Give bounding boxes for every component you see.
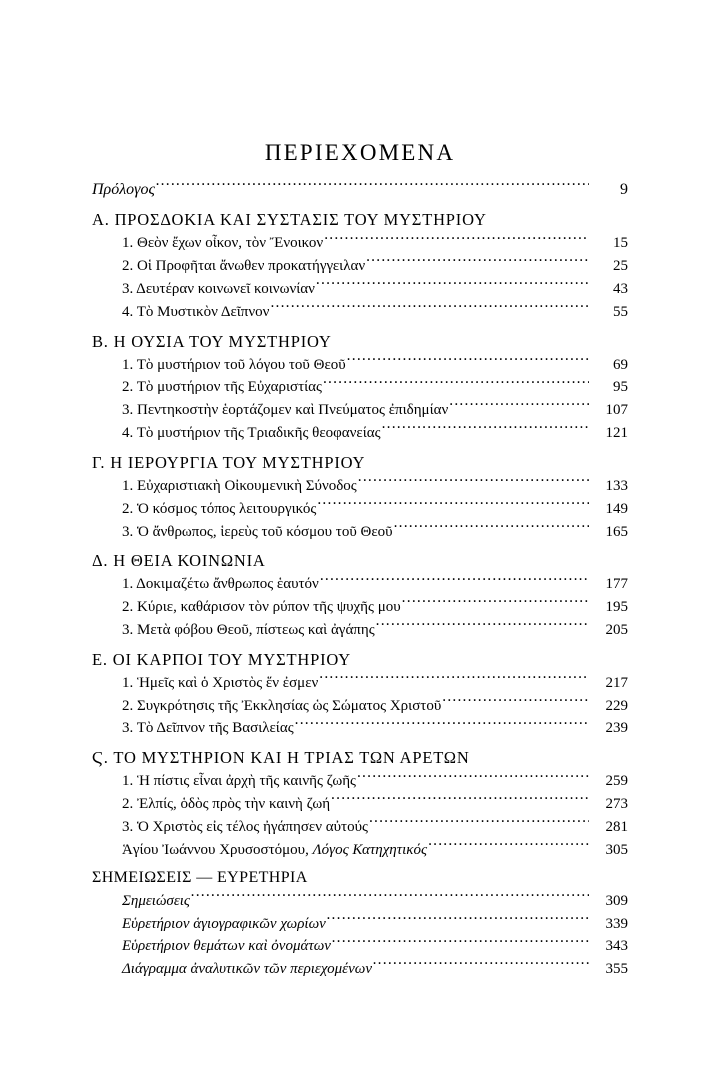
toc-page-number: 9 xyxy=(620,181,628,198)
toc-entry-label: 2. Κύριε, καθάρισον τὸν ρύπον τῆς ψυχῆς μου xyxy=(122,599,401,616)
toc-leader-dots xyxy=(323,376,589,391)
toc-page-number: 259 xyxy=(605,773,628,790)
toc-entry-label: 1. Δοκιμαζέτω ἄνθρωπος ἑαυτόν xyxy=(122,576,319,593)
toc-entry-label: Πρόλογος xyxy=(92,181,155,198)
toc-entry-label: 1. Τὸ μυστήριον τοῦ λόγου τοῦ Θεοῦ xyxy=(122,356,346,373)
toc-leader-dots xyxy=(369,816,589,831)
toc-entry-label: Ε. ΟΙ ΚΑΡΠΟΙ ΤΟΥ ΜΥΣΤΗΡΙΟΥ xyxy=(92,649,351,669)
toc-page-number: 309 xyxy=(605,892,628,909)
toc-page-number: 355 xyxy=(605,961,628,978)
toc-leader-dots xyxy=(352,648,589,665)
toc-entry[interactable] xyxy=(92,422,628,445)
toc-leader-dots xyxy=(267,550,589,567)
toc-leader-dots xyxy=(316,278,589,293)
toc-page-number: 165 xyxy=(605,523,628,540)
toc-page-number: 107 xyxy=(605,402,628,419)
toc-entry[interactable] xyxy=(92,301,628,324)
toc-entry-label: Ϛ. ΤΟ ΜΥΣΤΗΡΙΟΝ ΚΑΙ Η ΤΡΙΑΣ ΤΩΝ ΑΡΕΤΩΝ xyxy=(92,748,470,768)
toc-entry-label: Εὑρετήριον ἁγιογραφικῶν χωρίων xyxy=(122,915,326,932)
toc-entry[interactable] xyxy=(92,573,628,596)
toc-entry-label: Α. ΠΡΟΣΔΟΚΙΑ ΚΑΙ ΣΥΣΤΑΣΙΣ ΤΟΥ ΜΥΣΤΗΡΙΟΥ xyxy=(92,210,487,230)
toc-leader-dots xyxy=(309,866,589,882)
toc-leader-dots xyxy=(317,498,589,513)
toc-entry-label: 3. Μετὰ φόβου Θεοῦ, πίστεως καὶ ἀγάπης xyxy=(122,621,375,638)
toc-entry[interactable] xyxy=(92,475,628,498)
toc-page-number: 55 xyxy=(613,303,628,320)
toc-leader-dots xyxy=(366,255,589,270)
toc-page-number: 133 xyxy=(605,477,628,494)
toc-leader-dots xyxy=(471,747,589,764)
toc-page-number: 195 xyxy=(605,599,628,616)
toc-leader-dots xyxy=(442,695,589,710)
toc-entry[interactable] xyxy=(92,770,628,793)
toc-leader-dots xyxy=(394,521,589,536)
toc-entry-label: 3. Ὁ Χριστὸς εἰς τέλος ἠγάπησεν αὐτούς xyxy=(122,818,368,835)
toc-entry-label: 2. Ὁ κόσμος τόπος λειτουργικός xyxy=(122,500,317,517)
toc-leader-dots xyxy=(488,209,589,226)
toc-entry-label: Δ. Η ΘΕΙΑ ΚΟΙΝΩΝΙΑ xyxy=(92,551,266,571)
toc-entry[interactable] xyxy=(92,935,628,958)
toc-leader-dots xyxy=(373,958,589,973)
toc-entry[interactable] xyxy=(92,695,628,718)
toc-entry[interactable] xyxy=(92,178,628,202)
toc-entry-label: 1. Θεὸν ἔχων οἶκον, τὸν Ἔνοικον xyxy=(122,235,324,252)
toc-entry[interactable] xyxy=(92,354,628,377)
toc-entry-label: Β. Η ΟΥΣΙΑ ΤΟΥ ΜΥΣΤΗΡΙΟΥ xyxy=(92,331,332,351)
toc-page-number: 217 xyxy=(605,674,628,691)
toc-page-number: 15 xyxy=(613,235,628,252)
toc-page-number: 281 xyxy=(605,818,628,835)
toc-entry[interactable] xyxy=(92,498,628,521)
toc-leader-dots xyxy=(332,935,589,950)
toc-leader-dots xyxy=(295,717,589,732)
toc-entry[interactable] xyxy=(92,255,628,278)
toc-entry-label: 3. Τὸ Δεῖπνον τῆς Βασιλείας xyxy=(122,720,294,737)
toc-entry[interactable] xyxy=(92,207,628,232)
toc-entry[interactable] xyxy=(92,717,628,740)
toc-page-number: 69 xyxy=(613,356,628,373)
toc-page-number: 273 xyxy=(605,796,628,813)
toc-entry[interactable] xyxy=(92,548,628,573)
toc-entry-label: 1. Ἡ πίστις εἶναι ἀρχὴ τῆς καινῆς ζωῆς xyxy=(122,773,356,790)
toc-entry-label: 2. Τὸ μυστήριον τῆς Εὐχαριστίας xyxy=(122,379,322,396)
toc-leader-dots xyxy=(324,232,589,247)
toc-leader-dots xyxy=(333,330,589,347)
toc-leader-dots xyxy=(327,913,589,928)
toc-leader-dots xyxy=(366,451,589,468)
toc-entry-label: 4. Τὸ Μυστικὸν Δεῖπνον xyxy=(122,303,270,320)
toc-entry-label: Ἁγίου Ἰωάννου Χρυσοστόμου, Λόγος Κατηχητικός xyxy=(122,841,428,858)
toc-entry-label: 1. Ἡμεῖς καὶ ὁ Χριστὸς ἕν ἐσμεν xyxy=(122,674,319,691)
toc-entry[interactable] xyxy=(92,890,628,913)
toc-entry-label: Γ. Η ΙΕΡΟΥΡΓΙΑ ΤΟΥ ΜΥΣΤΗΡΙΟΥ xyxy=(92,452,366,472)
toc-entry[interactable] xyxy=(92,399,628,422)
toc-leader-dots xyxy=(320,573,589,588)
toc-page-number: 229 xyxy=(605,697,628,714)
table-of-contents-list xyxy=(92,178,628,981)
toc-page-number: 343 xyxy=(605,938,628,955)
toc-entry-label: 3. Δευτέραν κοινωνεῖ κοινωνίαν xyxy=(122,280,315,297)
toc-leader-dots xyxy=(449,399,589,414)
toc-entry[interactable] xyxy=(92,745,628,770)
toc-leader-dots xyxy=(331,793,589,808)
toc-page-number: 25 xyxy=(613,258,628,275)
toc-entry-label: 2. Συγκρότησις τῆς Ἐκκλησίας ὡς Σώματος Χριστοῦ xyxy=(122,697,442,714)
toc-page-number: 305 xyxy=(605,841,628,858)
toc-entry-label: 3. Ὁ ἄνθρωπος, ἱερεὺς τοῦ κόσμου τοῦ Θεοῦ xyxy=(122,523,393,540)
toc-leader-dots xyxy=(347,354,589,369)
toc-entry-label: 3. Πεντηκοστὴν ἑορτάζομεν καὶ Πνεύματος ἐπιδημίαν xyxy=(122,402,449,419)
toc-leader-dots xyxy=(402,596,589,611)
toc-page-number: 205 xyxy=(605,621,628,638)
toc-entry-label: 1. Εὐχαριστιακὴ Οἰκουμενικὴ Σύνοδος xyxy=(122,477,357,494)
toc-leader-dots xyxy=(357,770,589,785)
toc-entry-label: Διάγραμμα ἀναλυτικῶν τῶν περιεχομένων xyxy=(122,961,372,978)
toc-leader-dots xyxy=(319,672,589,687)
toc-entry[interactable] xyxy=(92,647,628,672)
toc-page-number: 177 xyxy=(605,576,628,593)
toc-entry[interactable] xyxy=(92,232,628,255)
toc-entry[interactable] xyxy=(92,866,628,890)
toc-entry[interactable] xyxy=(92,596,628,619)
toc-leader-dots xyxy=(270,301,589,316)
toc-page-number: 149 xyxy=(605,500,628,517)
toc-leader-dots xyxy=(428,839,589,854)
toc-entry-label: 2. Ἐλπίς, ὁδὸς πρὸς τὴν καινὴ ζωή xyxy=(122,796,331,813)
toc-entry[interactable] xyxy=(92,793,628,816)
toc-entry[interactable] xyxy=(92,521,628,544)
toc-entry-label: ΣΗΜΕΙΩΣΕΙΣ — ΕΥΡΕΤΗΡΙΑ xyxy=(92,868,308,886)
toc-entry[interactable] xyxy=(92,839,628,862)
toc-entry-label: Σημειώσεις xyxy=(122,892,190,909)
page-title: ΠΕΡΙΕΧΟΜΕΝΑ xyxy=(264,140,456,165)
toc-leader-dots xyxy=(376,619,589,634)
toc-page-number: 339 xyxy=(605,915,628,932)
toc-entry[interactable] xyxy=(92,672,628,695)
toc-leader-dots xyxy=(191,890,589,905)
toc-entry[interactable] xyxy=(92,278,628,301)
toc-entry[interactable] xyxy=(92,450,628,475)
toc-page-number: 121 xyxy=(605,425,628,442)
toc-leader-dots xyxy=(156,178,589,194)
toc-entry[interactable] xyxy=(92,619,628,642)
toc-page-number: 239 xyxy=(605,720,628,737)
toc-leader-dots xyxy=(382,422,589,437)
toc-page-number: 43 xyxy=(613,280,628,297)
toc-page-number: 95 xyxy=(613,379,628,396)
toc-entry-label: 4. Τὸ μυστήριον τῆς Τριαδικῆς θεοφανείας xyxy=(122,425,381,442)
toc-entry-label: Εὑρετήριον θεμάτων καὶ ὀνομάτων xyxy=(122,938,331,955)
toc-entry[interactable] xyxy=(92,816,628,839)
toc-leader-dots xyxy=(358,475,589,490)
toc-entry[interactable] xyxy=(92,376,628,399)
toc-entry[interactable] xyxy=(92,329,628,354)
toc-entry-label: 2. Οἱ Προφῆται ἄνωθεν προκατήγγειλαν xyxy=(122,258,366,275)
toc-entry[interactable] xyxy=(92,958,628,981)
toc-entry[interactable] xyxy=(92,913,628,936)
